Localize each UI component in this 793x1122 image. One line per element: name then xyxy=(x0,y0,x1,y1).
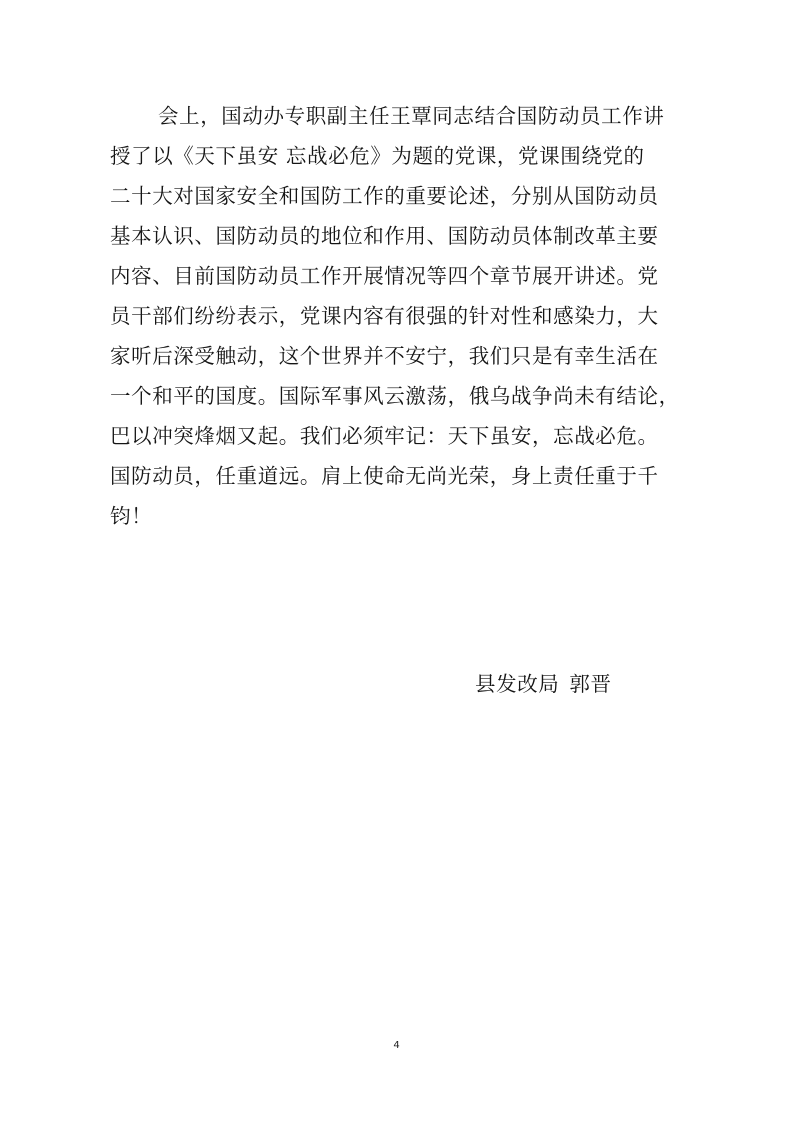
page-number: 4 xyxy=(393,1040,400,1051)
paragraph-line: 二十大对国家安全和国防工作的重要论述，分别从国防动员 xyxy=(110,184,659,208)
signature-department: 县发改局 xyxy=(475,672,560,696)
paragraph-line: 授了以《天下虽安 忘战必危》为题的党课，党课围绕党的 xyxy=(110,144,645,168)
signature-author: 郭晋 xyxy=(569,672,612,696)
paragraph-line: 员干部们纷纷表示，党课内容有很强的针对性和感染力，大 xyxy=(110,304,659,328)
paragraph-line: 家听后深受触动，这个世界并不安宁，我们只是有幸生活在 xyxy=(110,344,659,368)
paragraph-line: 基本认识、国防动员的地位和作用、国防动员体制改革主要 xyxy=(110,224,659,248)
paragraph-line: 国防动员，任重道远。肩上使命无尚光荣，身上责任重于千 xyxy=(110,464,659,488)
paragraph-line: 钧！ xyxy=(110,504,153,528)
body-paragraph xyxy=(110,96,690,536)
paragraph-line: 一个和平的国度。国际军事风云激荡，俄乌战争尚未有结论， xyxy=(110,384,680,408)
paragraph-line: 巴以冲突烽烟又起。我们必须牢记：天下虽安，忘战必危。 xyxy=(110,424,659,448)
paragraph-line: 内容、目前国防动员工作开展情况等四个章节展开讲述。党 xyxy=(110,264,659,288)
signature xyxy=(475,664,612,704)
paragraph-line: 会上，国动办专职副主任王覃同志结合国防动员工作讲 xyxy=(158,104,665,128)
